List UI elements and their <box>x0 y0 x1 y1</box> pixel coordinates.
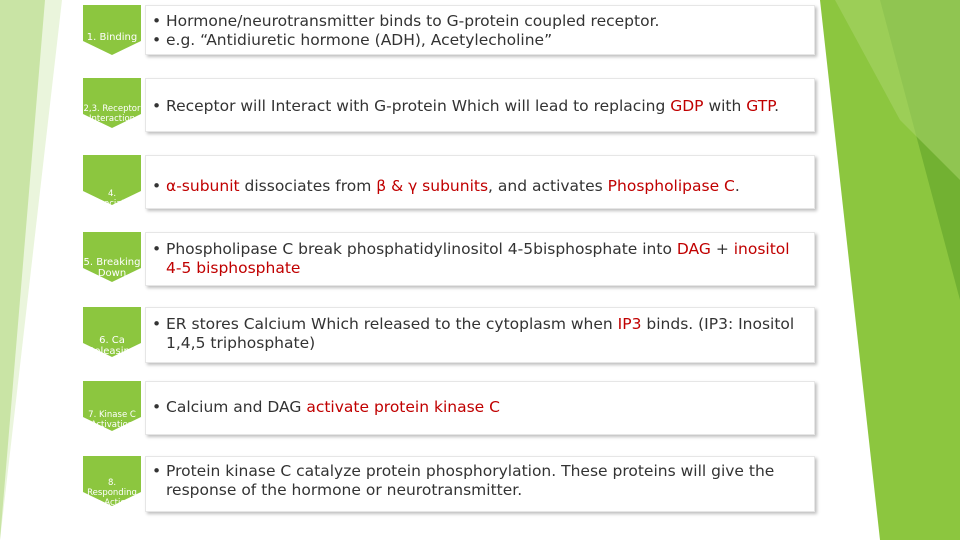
bullet-item: • Phospholipase C break phosphatidylinositol 4-5bisphosphate into DAG + inositol 4-5 bisphosphate <box>152 240 790 277</box>
bullet-item: • e.g. “Antidiuretic hormone (ADH), Acetylecholine” <box>152 31 553 49</box>
panel-ca-releasing <box>145 307 815 363</box>
step-4-label: 4. Dissociation <box>86 189 138 209</box>
step-2-3-label: 2,3. Receptor Interaction <box>83 104 141 124</box>
bullet-item: • Calcium and DAG activate protein kinase C <box>152 398 500 416</box>
bullet-item: • Protein kinase C catalyze protein phosphorylation. These proteins will give the response of the hormone or neurotransmitter. <box>152 462 775 499</box>
bullet-item: • Hormone/neurotransmitter binds to G-protein coupled receptor. <box>152 12 660 30</box>
bullet-dot-icon: • <box>152 315 162 333</box>
bullet-dot-icon: • <box>152 462 162 480</box>
chevron-arrow-icon <box>83 5 141 55</box>
step-8-label: 8. Responding to Action <box>87 478 137 508</box>
bullet-dot-icon: • <box>152 31 162 49</box>
step-8 <box>83 456 141 506</box>
bullet-dot-icon: • <box>152 398 162 416</box>
gtp-highlight: GTP <box>746 97 775 115</box>
panel-kinase-activation <box>145 381 815 435</box>
panel-binding <box>145 5 815 55</box>
step-5-label: 5. Breaking Down <box>83 257 141 279</box>
activate-pkc-highlight: activate protein kinase C <box>306 398 500 416</box>
step-6 <box>83 307 141 357</box>
beta-gamma-highlight: β & γ subunits <box>376 177 489 195</box>
step-5 <box>83 232 141 282</box>
step-1-label: 1. Binding <box>86 32 138 43</box>
panel-receptor-interaction <box>145 78 815 132</box>
step-2-3 <box>83 78 141 128</box>
ip3-highlight: IP3 <box>617 315 642 333</box>
step-1 <box>83 5 141 55</box>
phospholipase-c-highlight: Phospholipase C <box>607 177 735 195</box>
left-green-triangle <box>0 0 45 540</box>
bullet-item: • ER stores Calcium Which released to the cytoplasm when IP3 binds. (IP3: Inositol 1,4,5 triphosphate) <box>152 315 795 352</box>
bullet-dot-icon: • <box>152 240 162 258</box>
step-7-label: 7. Kinase C Activation <box>88 410 136 430</box>
bullet-item: • Receptor will Interact with G-protein Which will lead to replacing GDP with GTP. <box>152 97 780 115</box>
bullet-dot-icon: • <box>152 177 162 195</box>
bullet-dot-icon: • <box>152 12 162 30</box>
panel-dissociation <box>145 155 815 209</box>
panel-responding <box>145 456 815 512</box>
alpha-subunit-highlight: α-subunit <box>166 177 240 195</box>
bullet-dot-icon: • <box>152 97 162 115</box>
inositol-highlight: inositol 4-5 bisphosphate <box>166 240 790 277</box>
gdp-highlight: GDP <box>670 97 704 115</box>
step-4 <box>83 155 141 209</box>
dag-highlight: DAG <box>676 240 711 258</box>
bullet-item: • α-subunit dissociates from β & γ subunits, and activates Phospholipase C. <box>152 177 740 195</box>
step-6-label: 6. Ca Releasing <box>87 335 137 357</box>
step-7 <box>83 381 141 431</box>
panel-breaking-down <box>145 232 815 286</box>
